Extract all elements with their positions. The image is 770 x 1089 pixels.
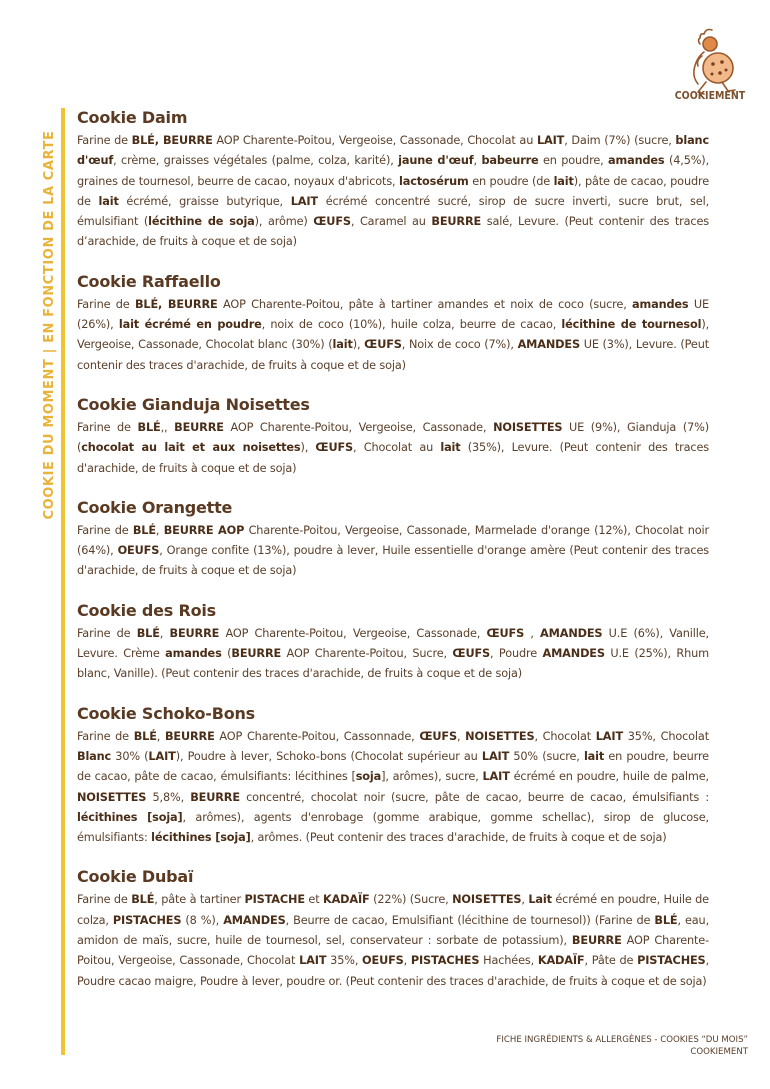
allergen-text: jaune d'œuf [398,154,474,168]
ingredient-text: ), [352,338,365,352]
ingredient-text: , [403,954,411,968]
ingredient-text: Farine de [77,893,132,907]
allergen-text: amandes [165,647,222,661]
product-section [77,108,709,253]
allergen-text: BLÉ [133,729,157,743]
allergen-text: lécithines [soja] [77,810,183,824]
product-section [77,867,709,991]
ingredient-text: AOP Charente-Poitou, Vergeoise, Cassonade, Chocolat au [212,134,537,147]
allergen-text: AMANDES [223,913,286,927]
ingredient-text: , [159,626,170,640]
allergen-text: lécithines [soja] [151,831,251,845]
ingredient-text: ), arôme) [254,215,314,229]
product-section [77,272,709,376]
ingredient-text: ), [300,441,316,455]
ingredient-text: , Caramel au [350,215,432,229]
ingredient-text: , Orange confite (13%), poudre à lever, Huile essentielle d'orange amère (Peut contenir des traces d'arachide, de fruits à coque et de soja) [77,544,709,578]
product-title: Cookie des Rois [77,600,216,620]
allergen-text: BEURRE [169,626,220,640]
ingredient-text: AOP Charente-Poitou, pâte à tartiner amandes et noix de coco (sucre, [217,297,633,311]
ingredient-text: 5,8%, [146,790,191,804]
allergen-text: BEURRE AOP [163,523,245,537]
allergen-text: AMANDES [517,338,580,352]
allergen-text: LAIT [595,729,624,743]
ingredient-text: , [156,729,165,743]
allergen-text: BLÉ, BEURRE [131,134,213,147]
ingredient-text: UE (3%), Levure. (Peut contenir des traces d'arachide, de fruits à coque et de soja) [77,338,710,372]
ingredient-text: Charente-Poitou, Vergeoise, Cassonade, Marmelade d'orange (12%), Chocolat noir (64%), [77,523,709,558]
ingredient-text: Hachées, [479,954,538,968]
ingredient-text: , [473,154,482,168]
ingredient-text: Farine de [77,729,134,743]
allergen-text: LAIT [290,194,318,208]
ingredient-text: AOP Charente-Poitou, Vergeoise, Cassonade, [219,626,487,640]
allergen-text: soja [355,770,382,784]
allergen-text: BEURRE [174,420,224,434]
allergen-text: LAIT [536,134,565,147]
product-title: Cookie Dubaï [77,867,194,887]
ingredient-text: écrémé en poudre, Huile de colza, [77,893,709,927]
product-section [77,395,709,479]
allergen-text: BLÉ [132,523,156,537]
allergen-text: LAIT [299,954,327,968]
allergen-text: BEURRE [164,729,215,743]
ingredient-text: , crème, graisses végétales (palme, colza, karité), [113,154,399,168]
allergen-text: ŒUFS [313,215,351,229]
ingredients-list [77,108,709,1011]
allergen-text: KADAÏF [322,893,370,907]
ingredient-text: ), Poudre à lever, Schoko-bons (Chocolat supérieur au [175,749,482,763]
ingredient-text: écrémé concentré sucré, sirop de sucre inverti, sucre brut, sel, émulsifiant ( [77,194,710,229]
allergen-text: OEUFS [117,544,160,558]
product-ingredients [77,890,709,991]
allergen-text: lécithine de tournesol [561,318,702,332]
allergen-text: BLÉ [137,420,161,434]
allergen-text: BEURRE [571,934,622,948]
ingredient-text: , Noix de coco (7%), [401,338,518,352]
product-ingredients [77,521,709,582]
ingredient-text: , [521,893,529,907]
allergen-text: Lait [528,893,552,907]
ingredient-text: ), pâte de cacao, poudre de [77,174,710,208]
allergen-text: KADAÏF [537,954,585,968]
ingredient-text: Farine de [77,297,135,311]
allergen-text: ŒUFS [315,441,354,455]
ingredient-text: 35%, Chocolat [623,729,709,743]
ingredient-text: , Chocolat [534,729,596,743]
ingredient-text: 50% (sucre, [509,749,584,763]
product-title: Cookie Daim [77,108,188,127]
product-section [77,601,709,685]
allergen-text: NOISETTES [77,790,147,804]
ingredient-text: Farine de [77,523,133,537]
footer-line-2: COOKIEMENT [690,1047,748,1057]
footer [496,1034,748,1058]
ingredient-text: en poudre, beurre de cacao, pâte de cacao, émulsifiants: lécithines [ [77,749,709,784]
allergen-text: BEURRE [431,215,482,229]
ingredient-text: , Poudre [490,647,543,661]
product-ingredients [77,131,709,253]
allergen-text: NOISETTES [452,893,522,907]
ingredient-text: , noix de coco (10%), huile colza, beurre de cacao, [261,318,562,332]
allergen-text: PISTACHES [410,954,480,968]
allergen-text: chocolat au lait et aux noisettes [81,441,301,455]
ingredient-text: , Daim (7%) (sucre, [564,134,676,147]
allergen-text: AMANDES [542,647,605,661]
product-section [77,704,709,849]
ingredient-text: concentré, chocolat noir (sucre, pâte de cacao, beurre de cacao, émulsifiants : [239,790,709,804]
allergen-text: lécithine de soja [148,215,255,229]
allergen-text: LAIT [148,749,176,763]
allergen-text: BLÉ [131,893,155,907]
allergen-text: lait [440,441,461,455]
ingredient-text: UE (9%), Gianduja (7%) ( [77,420,709,455]
ingredient-text: U.E (25%), Rhum blanc, Vanille). (Peut contenir des traces d'arachide, de fruits à coque et de soja) [77,647,710,681]
allergen-text: blanc d'œuf [77,134,709,168]
ingredient-text: (8 %), [181,913,224,927]
allergen-text: ŒUFS [364,338,402,352]
allergen-text: babeurre [481,154,539,168]
product-ingredients [77,295,709,376]
brand-name: COOKIEMENT [674,90,746,102]
allergen-text: AMANDES [540,626,603,640]
ingredient-text: , Chocolat au [353,441,441,455]
ingredient-text: ,, [160,420,175,434]
allergen-text: lait [332,338,353,352]
ingredient-text: (22%) (Sucre, [369,893,453,907]
allergen-text: LAIT [482,770,510,784]
ingredient-text: , [524,626,541,640]
allergen-text: BLÉ [136,626,160,640]
product-title: Cookie Schoko-Bons [77,703,256,723]
ingredient-text: AOP Charente-Poitou, Sucre, [281,647,453,661]
allergen-text: BLÉ [654,913,678,927]
allergen-text: NOISETTES [493,420,563,434]
ingredient-text: écrémé, graisse butyrique, [118,194,291,208]
allergen-text: ŒUFS [486,626,525,640]
ingredient-text: , Beurre de cacao, Emulsifiant (lécithine de tournesol)) (Farine de [285,913,655,927]
allergen-text: LAIT [481,749,510,763]
product-title: Cookie Raffaello [77,271,221,291]
allergen-text: amandes [608,154,665,168]
ingredient-text: AOP Charente-Poitou, Vergeoise, Cassonade, Chocolat [77,934,710,968]
accent-bar [61,108,65,1055]
product-title: Cookie Gianduja Noisettes [77,394,310,414]
allergen-text: PISTACHE [244,893,305,907]
allergen-text: lactosérum [399,174,469,188]
allergen-text: OEUFS [362,954,404,968]
ingredient-text: et [304,893,323,907]
allergen-text: lait [553,174,574,188]
allergen-text: lait écrémé en poudre [118,318,262,332]
ingredient-text: ( [221,647,232,661]
footer-line-1: FICHE INGRÉDIENTS & ALLERGÈNES - COOKIES “DU MOIS” [496,1035,748,1045]
allergen-text: BLÉ, BEURRE [134,297,218,311]
ingredient-text: UE (26%), [77,297,709,332]
allergen-text: PISTACHES [637,954,706,968]
ingredient-text: écrémé en poudre, huile de palme, [509,770,709,784]
ingredient-text: , arômes), agents d'enrobage (gomme arabique, gomme schellac), sirop de glucose, émulsifiants: [77,810,709,845]
allergen-text: lait [98,194,119,208]
allergen-text: PISTACHES [112,913,182,927]
allergen-text: lait [583,749,605,763]
ingredient-text: (35%), Levure. (Peut contenir des traces d'arachide, de fruits à coque et de soja) [77,441,710,475]
ingredient-text: , [155,523,164,537]
ingredient-text: ), Vergeoise, Cassonade, Chocolat blanc (30%) ( [77,318,710,352]
allergen-text: amandes [632,297,689,311]
ingredient-text: ], arômes), sucre, [381,770,483,784]
product-ingredients [77,727,709,849]
ingredient-text: en poudre (de [468,174,554,188]
ingredient-text: , pâte à tartiner [154,893,245,907]
allergen-text: Blanc [77,749,112,763]
allergen-text: ŒUFS [452,647,491,661]
ingredient-text: (4,5%), graines de tournesol, beurre de cacao, noyaux d'abricots, [77,154,710,188]
allergen-text: ŒUFS [419,729,457,743]
product-title: Cookie Orangette [77,497,233,517]
ingredient-text: , arômes. (Peut contenir des traces d'arachide, de fruits à coque et de soja) [250,831,667,845]
ingredient-text: , [456,729,466,743]
ingredient-text: 30% ( [111,749,149,763]
ingredient-text: U.E (6%), Vanille, Levure. Crème [77,626,709,661]
allergen-text: NOISETTES [465,729,535,743]
ingredient-text: salé, Levure. (Peut contenir des traces d’arachide, de fruits à coque et de soja) [77,215,709,249]
ingredient-text: Farine de [77,420,138,434]
ingredient-text: 35%, [326,954,363,968]
product-section [77,498,709,582]
allergen-text: BEURRE [231,647,282,661]
ingredient-text: , Poudre cacao maigre, Poudre à lever, poudre or. (Peut contenir des traces d'arachide, de fruits à coque et de soja) [77,954,710,988]
product-ingredients [77,418,709,479]
product-ingredients [77,624,709,685]
ingredient-text: , eau, amidon de maïs, sucre, huile de tournesol, sel, conservateur : sorbate de potassium), [77,913,710,948]
ingredient-text: Farine de [77,626,137,640]
ingredient-text: , Pâte de [584,954,638,968]
ingredient-text: Farine de [77,134,132,147]
ingredient-text: AOP Charente-Poitou, Vergeoise, Cassonade, [223,420,494,434]
ingredient-text: en poudre, [538,154,609,168]
sidebar-label: COOKIE DU MOMENT | EN FONCTION DE LA CARTE [42,130,57,520]
ingredient-text: AOP Charente-Poitou, Cassonnade, [214,729,420,743]
allergen-text: BEURRE [190,790,240,804]
